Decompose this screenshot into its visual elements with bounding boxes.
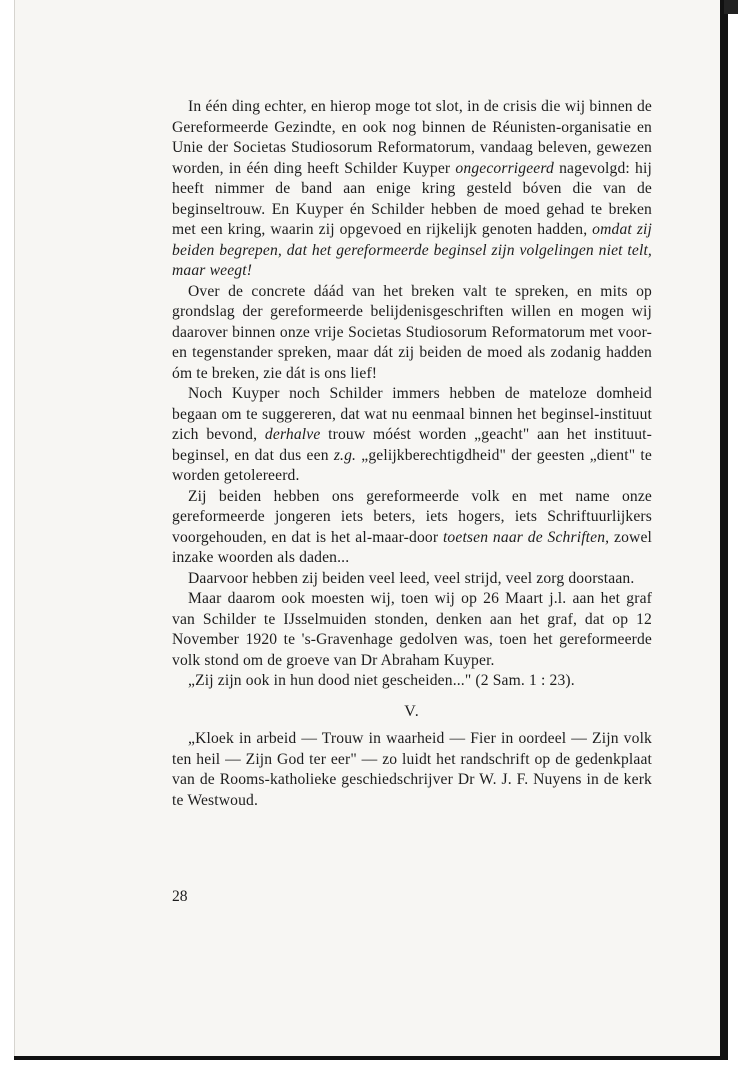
paragraph (172, 97, 652, 282)
page-corner (724, 0, 738, 14)
text-run: „gelijkberechtigdheid" der geesten „dient" te worden getolereerd. (172, 446, 652, 484)
paragraph (172, 282, 652, 385)
text-run: Zij beiden hebben ons gereformeerde volk en met name onze gereformeerde jongeren iets beters, iets hogers, iets Schriftuurlijkers voorgehouden, en dat is het al-maar-door (172, 487, 652, 546)
body-text (172, 97, 652, 811)
text-run: Daarvoor hebben zij beiden veel leed, veel strijd, veel zorg doorstaan. (188, 569, 635, 587)
paragraphs-section-iv (172, 97, 652, 692)
italic-text: derhalve (264, 426, 321, 443)
text-run: trouw móést worden „geacht" aan het instituut-beginsel, en dat dus een (172, 426, 652, 464)
page-edge-right (720, 0, 728, 1058)
paragraph (172, 729, 652, 811)
section-heading: V. (404, 702, 420, 720)
text-run: Over de concrete dáád van het breken valt te spreken, en mits op grondslag der gereformeerde belijdenisgeschriften willen en mogen wij daarover binnen onze vrije Societas Studiosorum Reformatorum met voor- en tegenstander spreken, maar dát zij beiden de moed als zodanig hadden óm te breken, zie dát is ons lief! (172, 282, 652, 382)
italic-text: ongecorrigeerd (455, 159, 554, 177)
italic-text: omdat zij beiden begrepen, dat het gereformeerde beginsel zijn volgelingen niet telt, maar weegt! (172, 221, 653, 279)
italic-text: toetsen naar de Schriften, (442, 528, 610, 546)
paragraph (172, 589, 652, 671)
paragraph (172, 671, 652, 692)
text-run: Maar daarom ook moesten wij, toen wij op 26 Maart j.l. aan het graf van Schilder te IJsselmuiden stonden, denken aan het graf, dat op 12 November 1920 te 's-Gravenhage gedolven was, toen het gereformeerde volk stond om de groeve van Dr Abraham Kuyper. (172, 590, 652, 669)
text-run: „Zij zijn ook in hun dood niet gescheiden..." (2 Sam. 1 : 23). (188, 672, 575, 689)
page-edge-bottom (14, 1056, 728, 1060)
text-run: „Kloek in arbeid — Trouw in waarheid — Fier in oordeel — Zijn volk ten heil — Zijn God ter eer" — zo luidt het randschrift op de gedenkplaat van de Rooms-katholieke geschiedschrijver Dr W. J. F. Nuyens in de kerk te Westwoud. (172, 730, 652, 809)
paragraph (172, 487, 652, 569)
text-run: nagevolgd: hij heeft nimmer de band aan enige kring gesteld bóven die van de beginseltrouw. En Kuyper én Schilder hebben de moed gehad te breken met een kring, waarin zij opgevoed en rijkelijk genoten hadden, (172, 159, 652, 238)
text-run: zowel inzake woorden als daden... (172, 528, 652, 566)
italic-text: z.g. (333, 446, 357, 464)
paragraphs-section-v (172, 729, 652, 811)
paragraph (172, 569, 652, 590)
book-page (14, 0, 721, 1056)
paragraph (172, 384, 652, 487)
page-number: 28 (172, 888, 188, 905)
text-run: Noch Kuyper noch Schilder immers hebben de mateloze domheid begaan om te suggereren, dat wat nu eenmaal binnen het beginsel-instituut zich bevond, (172, 385, 652, 443)
text-run: In één ding echter, en hierop moge tot slot, in de crisis die wij binnen de Gereformeerde Gezindte, en ook nog binnen de Réunisten-organisatie en Unie der Societas Studiosorum Reformatorum, vandaag beleven, gewezen worden, in één ding heeft Schilder Kuyper (172, 98, 652, 177)
